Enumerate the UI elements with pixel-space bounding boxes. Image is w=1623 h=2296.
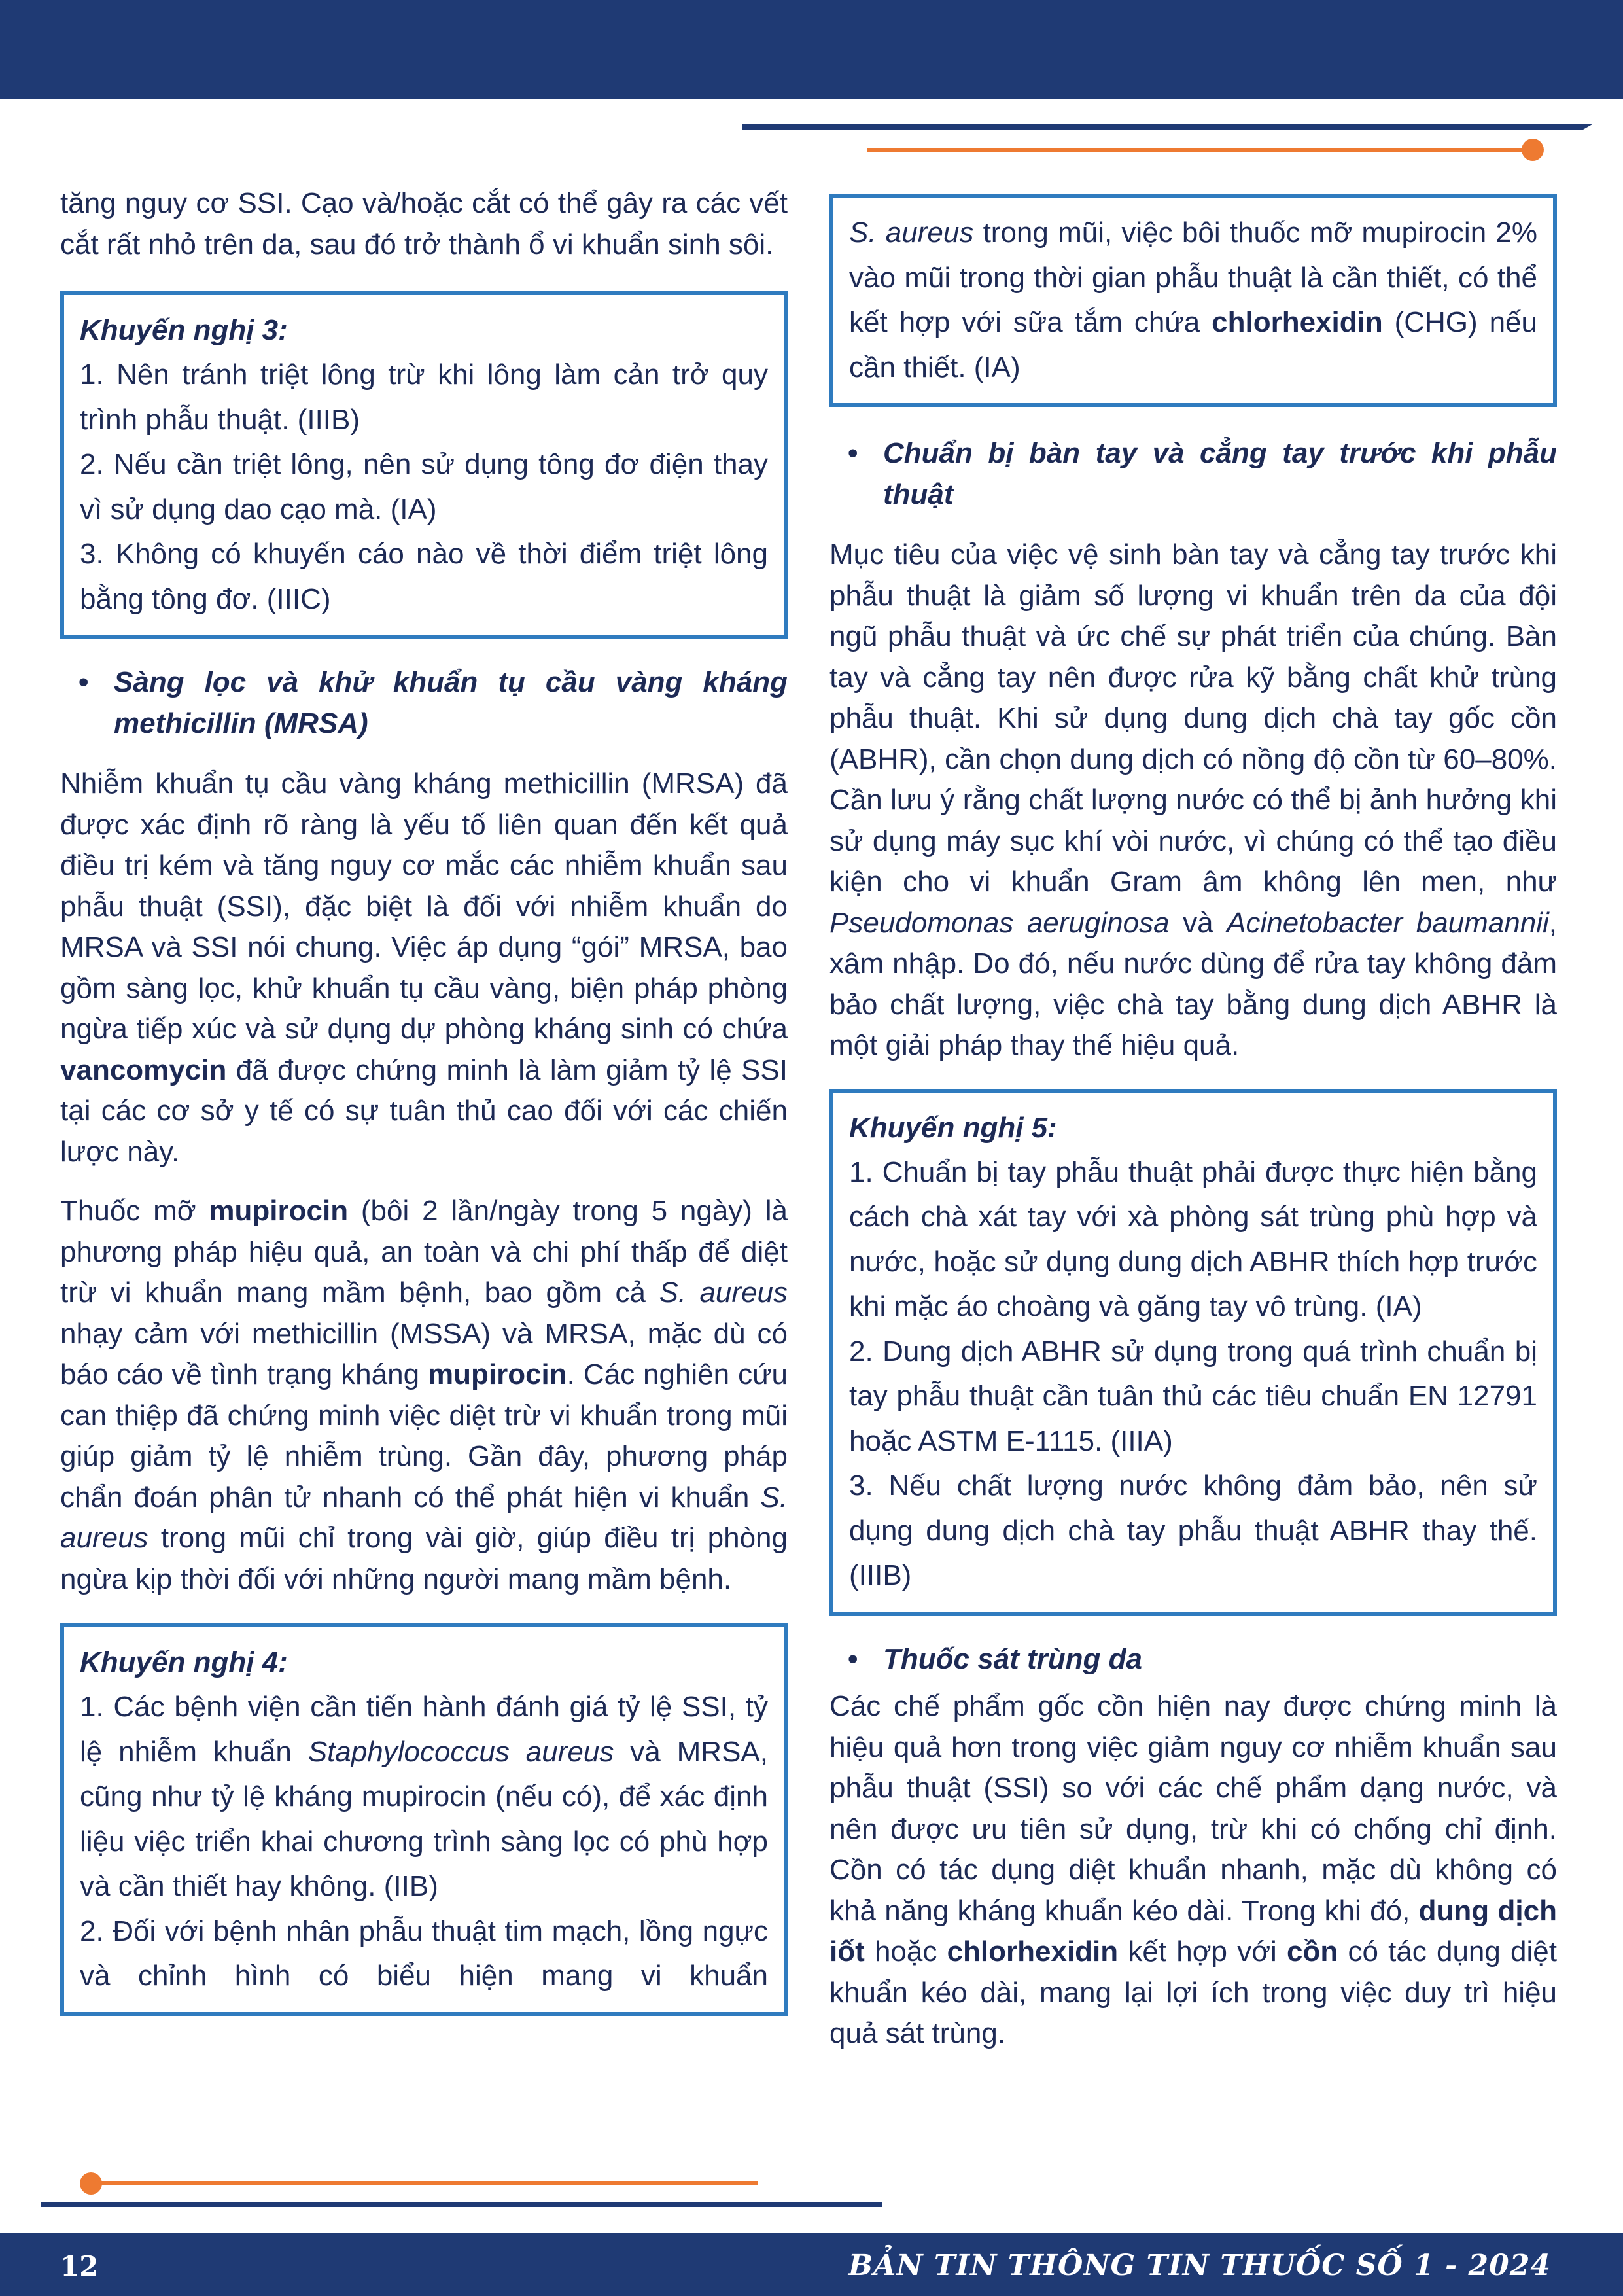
recommendation-5-title: Khuyến nghị 5: bbox=[849, 1111, 1057, 1144]
bullet-dot: • bbox=[79, 666, 89, 698]
header-rule-orange bbox=[867, 148, 1533, 152]
section-heading-hand-prep bbox=[829, 433, 1557, 515]
recommendation-3-item-3: 3. Không có khuyến cáo nào về thời điểm triệt lông bằng tông đơ. (IIIC) bbox=[80, 538, 768, 615]
text-run: đã được chứng minh là làm giảm tỷ lệ SSI tại các cơ sở y tế có sự tuân thủ cao đối với các chiến lược này. bbox=[60, 1053, 788, 1168]
text-run-bold: chlorhexidin bbox=[947, 1935, 1119, 1968]
text-run: kết hợp với bbox=[1118, 1935, 1287, 1968]
text-run-bold: dung dịch iốt bbox=[829, 1894, 1557, 1968]
intro-paragraph: tăng nguy cơ SSI. Cạo và/hoặc cắt có thể gây ra các vết cắt rất nhỏ trên da, sau đó trở thành ổ vi khuẩn sinh sôi. bbox=[60, 187, 788, 260]
text-run: trong mũi chỉ trong vài giờ, giúp điều trị phòng ngừa kịp thời đối với những người mang mầm bệnh. bbox=[60, 1522, 788, 1595]
left-column bbox=[60, 183, 788, 2040]
section-heading-mrsa-text: Sàng lọc và khử khuẩn tụ cầu vàng kháng methicillin (MRSA) bbox=[114, 666, 788, 739]
text-run: nhạy cảm với methicillin (MSSA) và MRSA, mặc dù có báo cáo về tình trạng kháng bbox=[60, 1317, 788, 1390]
text-run: Thuốc mỡ bbox=[60, 1195, 209, 1227]
recommendation-4-continued-box bbox=[829, 194, 1557, 407]
text-run-bold: vancomycin bbox=[60, 1053, 227, 1086]
footer-rule-orange bbox=[90, 2181, 758, 2185]
recommendation-3-title: Khuyến nghị 3: bbox=[80, 314, 288, 346]
text-run-italic: S. aureus bbox=[659, 1277, 788, 1309]
recommendation-3-item-1: 1. Nên tránh triệt lông trừ khi lông làm cản trở quy trình phẫu thuật. (IIIB) bbox=[80, 359, 768, 436]
text-run: Các chế phẩm gốc cồn hiện nay được chứng minh là hiệu quả hơn trong việc giảm nguy cơ nhiễm khuẩn sau phẫu thuật (SSI) so với các chế phẩm dạng nước, và nên được ưu tiên sử dụng, trừ khi có chống chỉ định. Cồn có tác dụng diệt khuẩn nhanh, mặc dù không có khả năng kháng khuẩn kéo dài. Trong khi đó, bbox=[829, 1690, 1557, 1927]
recommendation-4-item-2: 2. Đối với bệnh nhân phẫu thuật tim mạch, lồng ngực và chỉnh hình có biểu hiện mang vi khuẩn bbox=[80, 1915, 768, 1992]
footer-rule-navy bbox=[41, 2202, 882, 2207]
text-run: Mục tiêu của việc vệ sinh bàn tay và cẳng tay trước khi phẫu thuật là giảm số lượng vi khuẩn trên da của đội ngũ phẫu thuật và ức chế sự phát triển của chúng. Bàn tay và cẳng tay nên được rửa kỹ bằng chất khử trùng phẫu thuật. Khi sử dụng dung dịch chà tay gốc cồn (ABHR), cần chọn dung dịch có nồng độ cồn từ 60–80%. Cần lưu ý rằng chất lượng nước có thể bị ảnh hưởng khi sử dụng máy sục khí vòi nước, vì chúng có thể tạo điều kiện cho vi khuẩn Gram âm không lên men, như bbox=[829, 539, 1557, 898]
skin-antiseptic-paragraph bbox=[829, 1686, 1557, 2055]
text-run: , xâm nhập. Do đó, nếu nước dùng để rửa tay không đảm bảo chất lượng, việc chà tay bằng dung dịch ABHR là một giải pháp thay thế hiệu quả. bbox=[829, 906, 1557, 1061]
page-number: 12 bbox=[60, 2250, 99, 2282]
text-run: 1. Các bệnh viện cần tiến hành đánh giá tỷ lệ SSI, tỷ lệ nhiễm khuẩn bbox=[80, 1691, 768, 1768]
mupirocin-paragraph bbox=[60, 1191, 788, 1600]
recommendation-5-box bbox=[829, 1089, 1557, 1616]
bulletin-title: BẢN TIN THÔNG TIN THUỐC SỐ 1 - 2024 bbox=[848, 2249, 1551, 2282]
text-run: hoặc bbox=[864, 1935, 947, 1968]
right-column bbox=[829, 194, 1557, 2073]
text-run: . Các nghiên cứu can thiệp đã chứng minh việc diệt trừ vi khuẩn trong mũi giúp giảm tỷ lệ nhiễm trùng. Gần đây, phương pháp chẩn đoán phân tử nhanh có thể phát hiện vi khuẩn bbox=[60, 1358, 788, 1513]
text-run: Nhiễm khuẩn tụ cầu vàng kháng methicillin (MRSA) đã được xác định rõ ràng là yếu tố liên quan đến kết quả điều trị kém và tăng nguy cơ mắc các nhiễm khuẩn sau phẫu thuật (SSI), đặc biệt là đối với nhiễm khuẩn do MRSA và SSI nói chung. Việc áp dụng “gói” MRSA, bao gồm sàng lọc, khử khuẩn tụ cầu vàng, biện pháp phòng ngừa tiếp xúc và sử dụng dự phòng kháng sinh có chứa bbox=[60, 768, 788, 1045]
recommendation-5-item-1: 1. Chuẩn bị tay phẫu thuật phải được thực hiện bằng cách chà xát tay với xà phòng sát trùng phù hợp và nước, hoặc sử dụng dung dịch ABHR thích hợp trước khi mặc áo choàng và găng tay vô trùng. (IA) bbox=[849, 1156, 1537, 1322]
recommendation-3-box bbox=[60, 291, 788, 639]
recommendation-4-item-1 bbox=[80, 1685, 768, 1909]
recommendation-5-item-2: 2. Dung dịch ABHR sử dụng trong quá trình chuẩn bị tay phẫu thuật cần tuân thủ các tiêu chuẩn EN 12791 hoặc ASTM E-1115. (IIIA) bbox=[849, 1335, 1537, 1457]
section-heading-skin-antiseptic bbox=[829, 1639, 1557, 1680]
section-heading-hand-prep-text: Chuẩn bị bàn tay và cẳng tay trước khi phẫu thuật bbox=[883, 437, 1557, 510]
text-run: (CHG) nếu cần thiết. (IA) bbox=[849, 306, 1537, 383]
text-run-bold: cồn bbox=[1287, 1935, 1338, 1968]
section-heading-skin-antiseptic-text: Thuốc sát trùng da bbox=[883, 1642, 1142, 1675]
recommendation-5-item-3: 3. Nếu chất lượng nước không đảm bảo, nên sử dụng dung dịch chà tay phẫu thuật ABHR thay thế. (IIIB) bbox=[849, 1470, 1537, 1591]
recommendation-3-item-2: 2. Nếu cần triệt lông, nên sử dụng tông đơ điện thay vì sử dụng dao cạo mà. (IA) bbox=[80, 448, 768, 525]
text-run: trong mũi, việc bôi thuốc mỡ mupirocin 2% vào mũi trong thời gian phẫu thuật là cần thiết, có thể kết hợp với sữa tắm chứa bbox=[849, 217, 1537, 338]
bullet-dot: • bbox=[848, 1642, 858, 1675]
mrsa-paragraph bbox=[60, 764, 788, 1173]
header-band bbox=[0, 0, 1623, 99]
header-rule-dot bbox=[1522, 139, 1544, 161]
bullet-dot: • bbox=[848, 437, 858, 469]
section-heading-mrsa bbox=[60, 662, 788, 744]
text-run-italic: Pseudomonas aeruginosa bbox=[829, 906, 1170, 939]
recommendation-4-item-2-continued bbox=[849, 211, 1537, 390]
text-run-italic: Acinetobacter baumannii bbox=[1227, 906, 1549, 939]
text-run: và MRSA, cũng như tỷ lệ kháng mupirocin (nếu có), để xác định liệu việc triển khai chương trình sàng lọc có phù hợp và cần thiết hay không. (IIB) bbox=[80, 1735, 768, 1902]
recommendation-4-title: Khuyến nghị 4: bbox=[80, 1646, 288, 1678]
header-rule-navy bbox=[742, 124, 1583, 130]
text-run: có tác dụng diệt khuẩn kéo dài, mang lại lợi ích trong việc duy trì hiệu quả sát trùng. bbox=[829, 1935, 1557, 2049]
text-run-bold: mupirocin bbox=[209, 1195, 349, 1227]
text-run-italic: S. aureus bbox=[849, 217, 974, 249]
text-run: (bôi 2 lần/ngày trong 5 ngày) là phương pháp hiệu quả, an toàn và chi phí thấp để diệt trừ vi khuẩn mang mầm bệnh, bao gồm cả bbox=[60, 1195, 788, 1309]
text-run: và bbox=[1169, 906, 1227, 939]
text-run-italic: Staphylococcus aureus bbox=[307, 1735, 614, 1768]
text-run-bold: mupirocin bbox=[427, 1358, 567, 1390]
text-run-bold: chlorhexidin bbox=[1212, 306, 1383, 338]
recommendation-4-box bbox=[60, 1623, 788, 2016]
footer-rule-dot bbox=[80, 2172, 102, 2195]
text-run-italic: S. aureus bbox=[60, 1481, 788, 1554]
hand-prep-paragraph bbox=[829, 535, 1557, 1067]
